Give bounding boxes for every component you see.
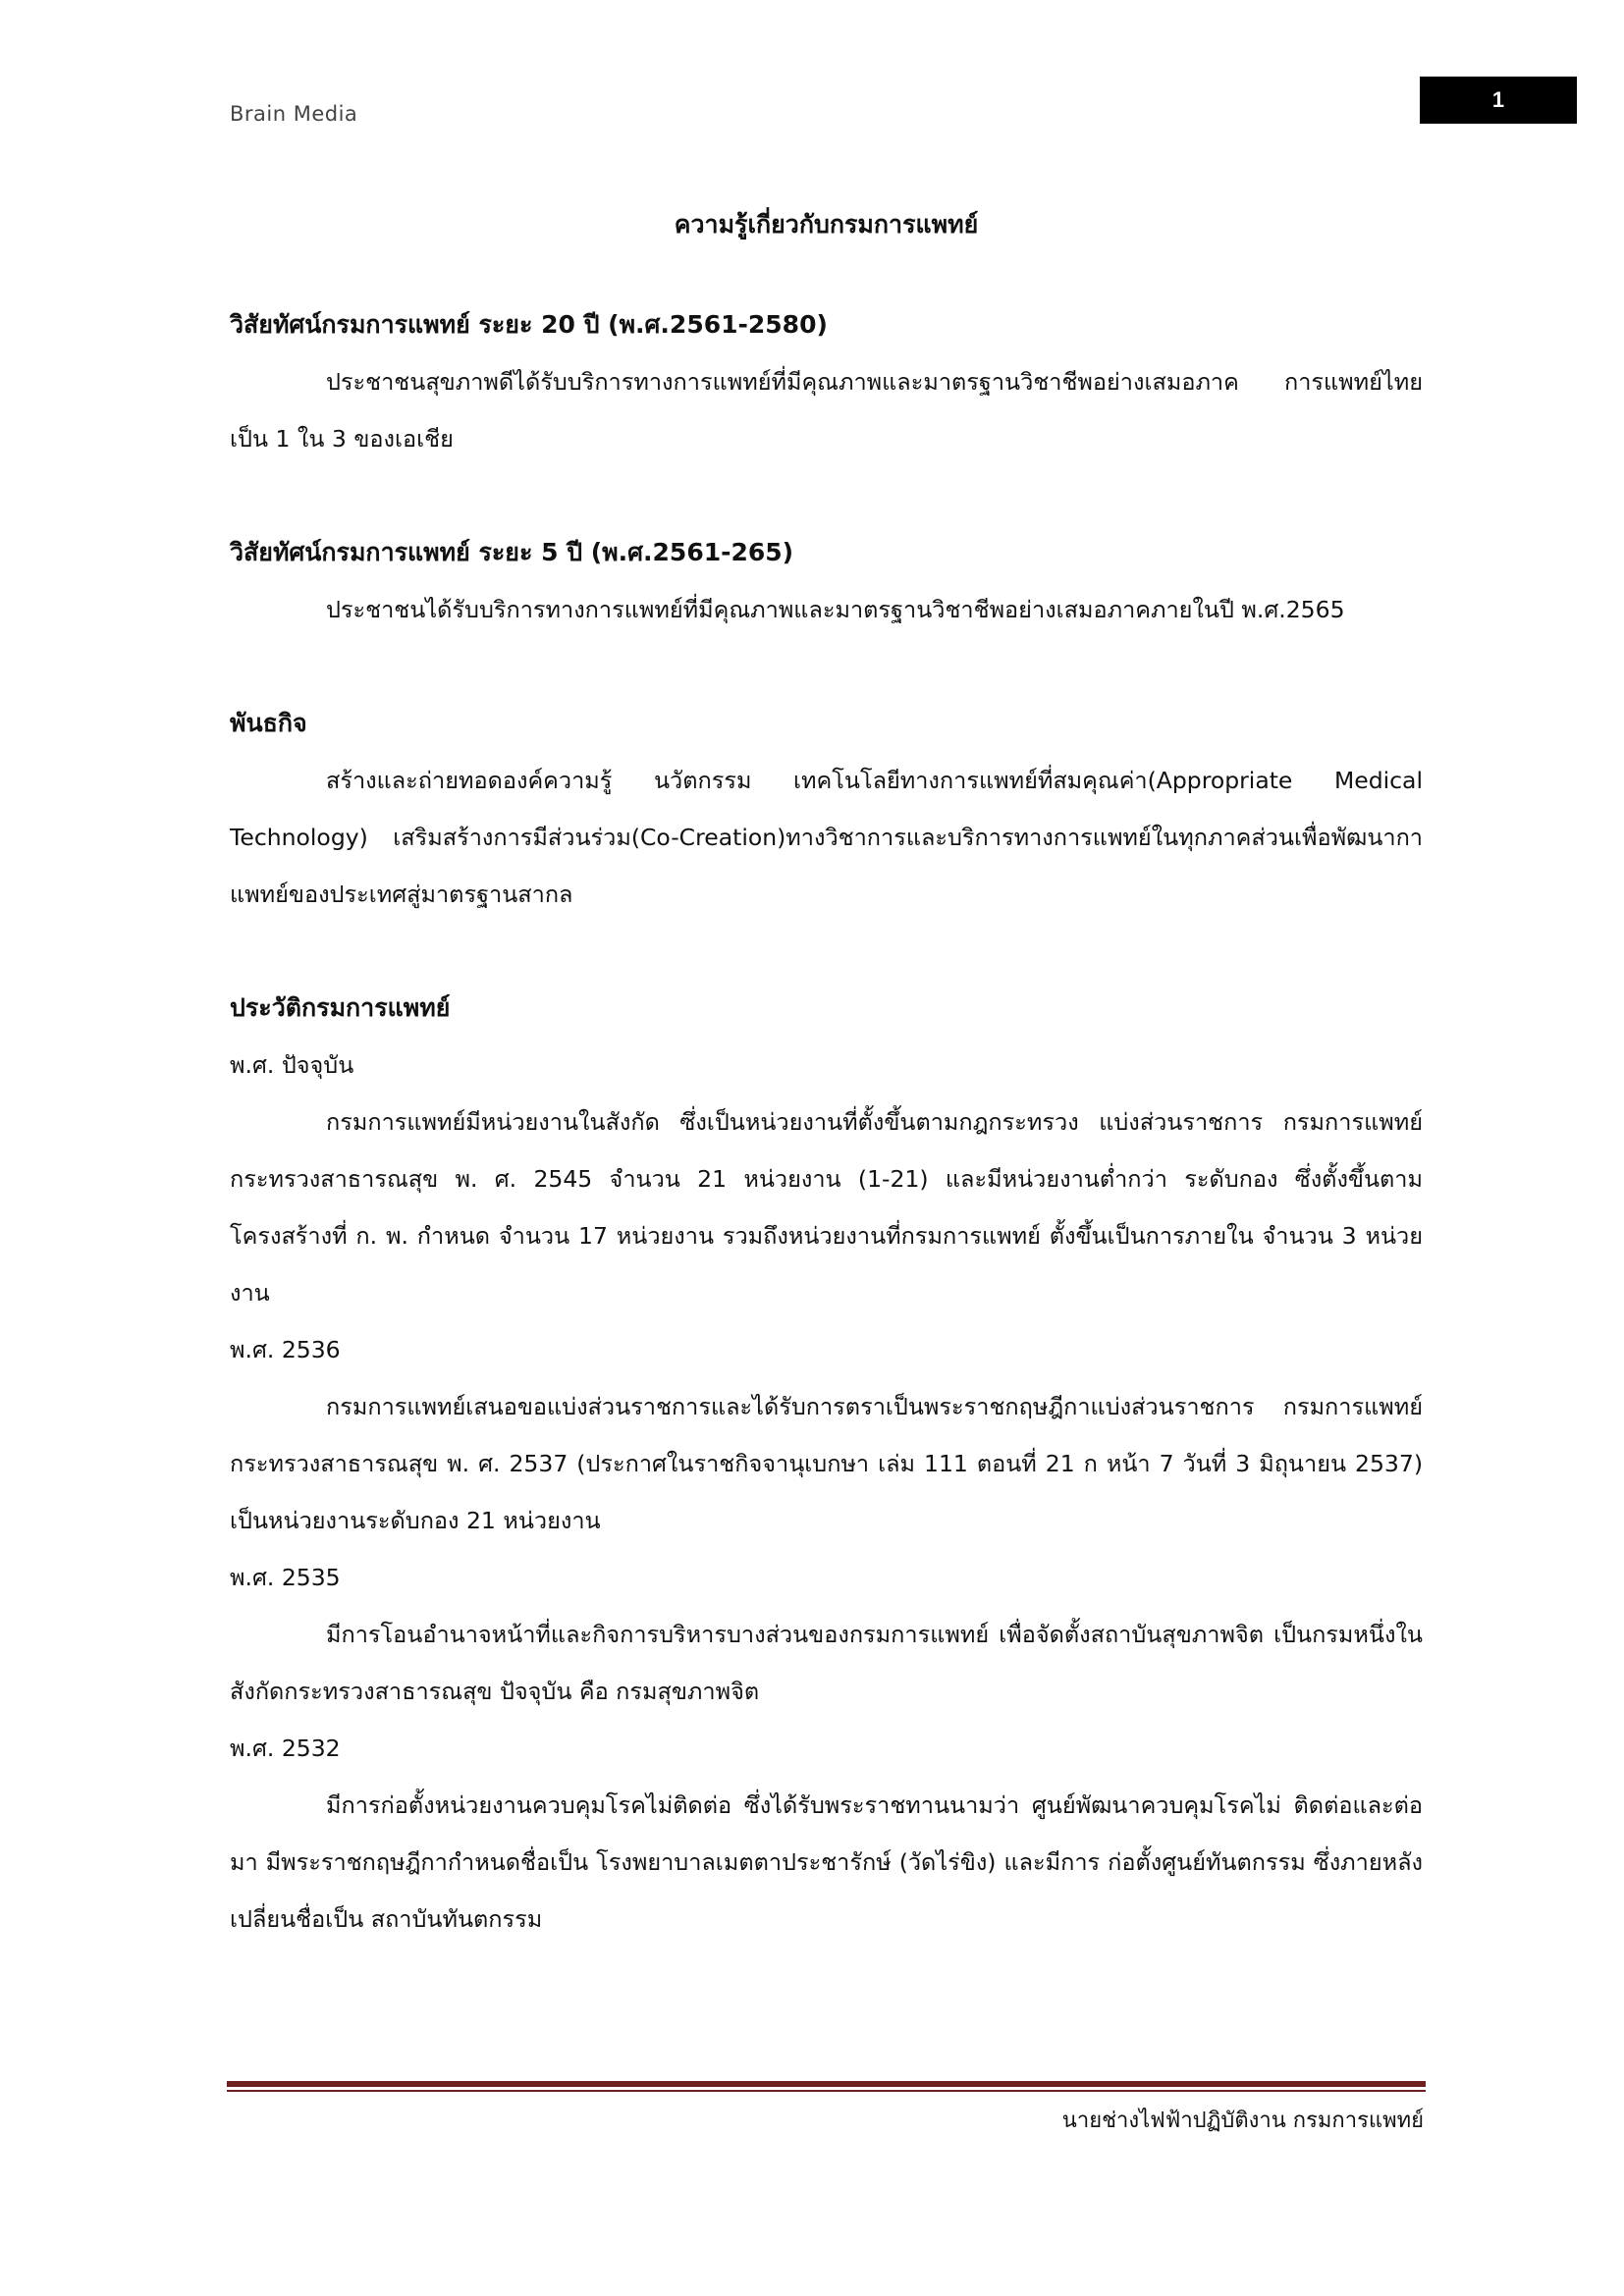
section-heading: วิสัยทัศน์กรมการแพทย์ ระยะ 5 ปี (พ.ศ.2561-265) — [230, 538, 794, 566]
section-mission — [230, 695, 1423, 923]
history-paragraph: กรมการแพทย์เสนอขอแบ่งส่วนราชการและได้รับการตราเป็นพระราชกฤษฎีกาแบ่งส่วนราชการ กรมการแพทย์ กระทรวงสาธารณสุข พ. ศ. 2537 (ประกาศในราชกิจจานุเบกษา เล่ม 111 ตอนที่ 21 ก หน้า 7 วันที่ 3 มิถุนายน 2537) เป็นหน่วยงานระดับกอง 21 หน่วยงาน — [230, 1393, 1423, 1534]
history-paragraph: มีการก่อตั้งหน่วยงานควบคุมโรคไม่ติดต่อ ซึ่งได้รับพระราชทานนามว่า ศูนย์พัฒนาควบคุมโรคไม่ ติดต่อและต่อมา มีพระราชกฤษฎีกากำหนดชื่อเป็น โรงพยาบาลเมตตาประชารักษ์ (วัดไร่ขิง) และมีการ ก่อตั้งศูนย์ทันตกรรม ซึ่งภายหลังเปลี่ยนชื่อเป็น สถาบันทันตกรรม — [230, 1791, 1423, 1933]
section-paragraph: ประชาชนได้รับบริการทางการแพทย์ที่มีคุณภาพและมาตรฐานวิชาชีพอย่างเสมอภาคภายในปี พ.ศ.2565 — [326, 596, 1345, 623]
document-body — [230, 196, 1423, 1948]
page-number: 1 — [1420, 77, 1577, 124]
history-year: พ.ศ. 2536 — [230, 1336, 341, 1363]
document-title: ความรู้เกี่ยวกับกรมการแพทย์ — [674, 210, 979, 239]
history-year: พ.ศ. 2532 — [230, 1735, 341, 1762]
section-heading: วิสัยทัศน์กรมการแพทย์ ระยะ 20 ปี (พ.ศ.2561-2580) — [230, 310, 828, 339]
history-year: พ.ศ. 2535 — [230, 1564, 341, 1591]
footer-text: นายช่างไฟฟ้าปฏิบัติงาน กรมการแพทย์ — [1061, 2109, 1424, 2133]
history-paragraph: มีการโอนอำนาจหน้าที่และกิจการบริหารบางส่วนของกรมการแพทย์ เพื่อจัดตั้งสถาบันสุขภาพจิต เป็นกรมหนึ่งในสังกัดกระทรวงสาธารณสุข ปัจจุบัน คือ กรมสุขภาพจิต — [230, 1621, 1423, 1705]
history-entry — [230, 1720, 1423, 1948]
history-paragraph: กรมการแพทย์มีหน่วยงานในสังกัด ซึ่งเป็นหน่วยงานที่ตั้งขึ้นตามกฎกระทรวง แบ่งส่วนราชการ กรมการแพทย์ กระทรวงสาธารณสุข พ. ศ. 2545 จำนวน 21 หน่วยงาน (1-21) และมีหน่วยงานต่ำกว่า ระดับกอง ซึ่งตั้งขึ้นตามโครงสร้างที่ ก. พ. กำหนด จำนวน 17 หน่วยงาน รวมถึงหน่วยงานที่กรมการแพทย์ ตั้งขึ้นเป็นการภายใน จำนวน 3 หน่วยงาน — [230, 1108, 1423, 1307]
history-year: พ.ศ. ปัจจุบัน — [230, 1051, 354, 1079]
section-vision-20-years — [230, 296, 1423, 467]
history-entry — [230, 1549, 1423, 1720]
history-entry — [230, 1321, 1423, 1549]
section-heading: ประวัติกรมการแพทย์ — [230, 993, 451, 1022]
history-entry — [230, 1037, 1423, 1321]
footer-divider — [227, 2081, 1426, 2092]
footer-divider-thin — [227, 2090, 1426, 2092]
section-paragraph: สร้างและถ่ายทอดองค์ความรู้ นวัตกรรม เทคโนโลยีทางการแพทย์ที่สมคุณค่า(Appropriate Medical Technology) เสริมสร้างการมีส่วนร่วม(Co-Creation)ทางวิชาการและบริการทางการแพทย์ในทุกภาคส่วนเพื่อพัฒนากาแพทย์ของประเทศสู่มาตรฐานสากล — [230, 767, 1423, 908]
section-paragraph: ประชาชนสุขภาพดีได้รับบริการทางการแพทย์ที่มีคุณภาพและมาตรฐานวิชาชีพอย่างเสมอภาค การแพทย์ไทย เป็น 1 ใน 3 ของเอเชีย — [230, 368, 1423, 453]
section-vision-5-years — [230, 524, 1423, 638]
section-heading: พันธกิจ — [230, 709, 307, 737]
header-brand: Brain Media — [230, 102, 358, 126]
section-history — [230, 980, 1423, 1948]
